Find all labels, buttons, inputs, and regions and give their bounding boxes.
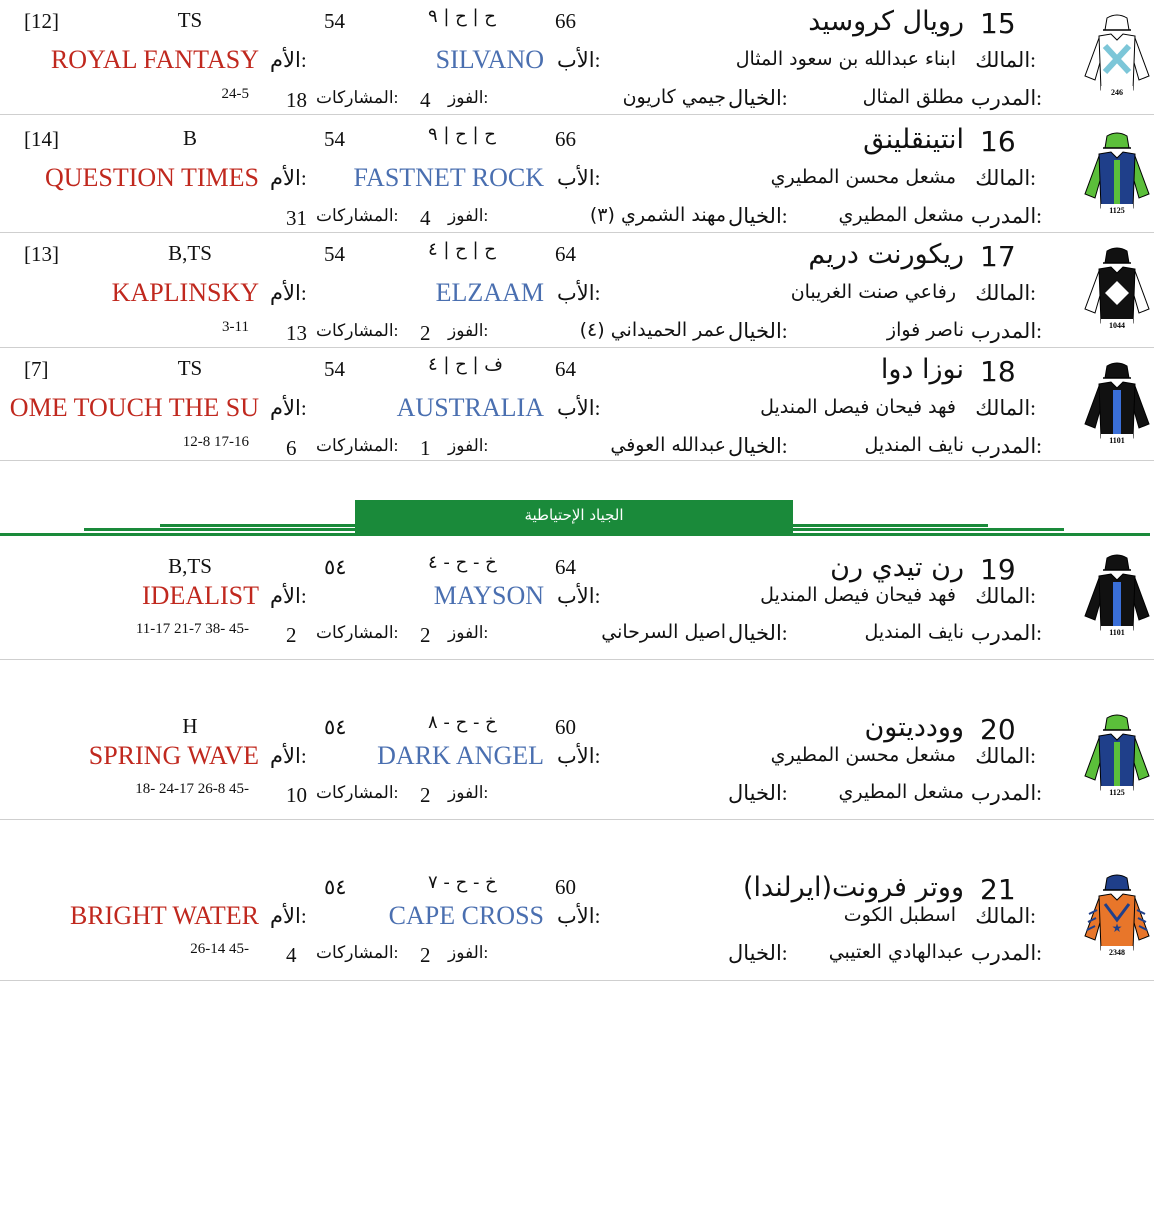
rating: 66 xyxy=(555,127,576,151)
jockey-label: الخيال: xyxy=(728,621,788,645)
dam-label: الأم: xyxy=(270,744,307,768)
wins-count: 4 xyxy=(420,206,431,230)
wins-count: 1 xyxy=(420,436,431,460)
starts-label: المشاركات: xyxy=(316,88,399,107)
svg-text:1101: 1101 xyxy=(1109,628,1125,637)
entry-divider xyxy=(0,659,1154,660)
trainer-name: مشعل المطيري xyxy=(838,204,964,226)
jockey-silk-icon xyxy=(1083,247,1151,331)
owner-label: المالك: xyxy=(975,48,1036,72)
recent-results: 26-14 45- xyxy=(190,941,249,957)
weight: ٥٤ xyxy=(324,555,347,579)
trainer-name: نايف المنديل xyxy=(864,621,964,643)
weight: 54 xyxy=(324,357,345,381)
sire-label: الأب: xyxy=(557,584,601,608)
owner-name: رفاعي صنت الغريبان xyxy=(790,281,956,303)
rating: 66 xyxy=(555,9,576,33)
dam-label: الأم: xyxy=(270,48,307,72)
owner-label: المالك: xyxy=(975,281,1036,305)
wins-label: الفوز: xyxy=(448,321,489,340)
sire-label: الأب: xyxy=(557,396,601,420)
entry-divider xyxy=(0,460,1154,461)
horse-name: رن تيدي رن xyxy=(830,552,964,583)
jockey-label: الخيال: xyxy=(728,319,788,343)
dam-name: BRIGHT WATER xyxy=(70,901,259,930)
svg-text:★: ★ xyxy=(1111,921,1123,935)
trainer-label: المدرب: xyxy=(970,434,1042,458)
rating: 60 xyxy=(555,875,576,899)
trainer-label: المدرب: xyxy=(970,204,1042,228)
horse-entry xyxy=(0,118,1154,233)
dam-name: KAPLINSKY xyxy=(111,278,259,307)
draw: [12] xyxy=(24,9,59,33)
jockey-silk-icon xyxy=(1083,14,1151,98)
dam-label: الأم: xyxy=(270,281,307,305)
trainer-name: مشعل المطيري xyxy=(838,781,964,803)
svg-text:1125: 1125 xyxy=(1109,788,1125,797)
sire-name: MAYSON xyxy=(433,581,544,610)
jockey-silk xyxy=(1083,714,1151,798)
recent-results: 11-17 21-7 38- 45- xyxy=(135,621,249,637)
gear: TS xyxy=(177,8,203,32)
starts-label: المشاركات: xyxy=(316,321,399,340)
starts-count: 10 xyxy=(286,783,307,807)
gear: B,TS xyxy=(168,241,212,265)
trainer-name: نايف المنديل xyxy=(864,434,964,456)
form: ف | ح | ٤ xyxy=(428,354,503,375)
weight: 54 xyxy=(324,127,345,151)
trainer-name: عبدالهادي العتيبي xyxy=(828,941,964,963)
wins-label: الفوز: xyxy=(448,943,489,962)
wins-label: الفوز: xyxy=(448,623,489,642)
recent-results: 12-8 17-16 xyxy=(182,434,249,450)
draw: [7] xyxy=(24,357,49,381)
sire-name: CAPE CROSS xyxy=(388,901,544,930)
dam-label: الأم: xyxy=(270,904,307,928)
starts-count: 2 xyxy=(286,623,297,647)
form: خ - ح - ٨ xyxy=(428,712,497,733)
jockey-label: الخيال: xyxy=(728,434,788,458)
jockey-silk xyxy=(1083,247,1151,331)
jockey-name: جيمي كاريون xyxy=(622,86,726,108)
trainer-label: المدرب: xyxy=(970,781,1042,805)
wins-label: الفوز: xyxy=(448,783,489,802)
form: ح | ح | ٤ xyxy=(428,239,496,260)
starts-label: المشاركات: xyxy=(316,206,399,225)
horse-name: انتينقلينق xyxy=(863,124,964,155)
owner-name: فهد فيحان فيصل المنديل xyxy=(760,396,956,418)
rating: 64 xyxy=(555,555,576,579)
starts-label: المشاركات: xyxy=(316,943,399,962)
form: خ - ح - ٧ xyxy=(428,872,497,893)
gear: H xyxy=(182,714,198,738)
recent-results: 24-5 xyxy=(221,86,249,102)
horse-name: وودديتون xyxy=(864,712,964,743)
jockey-silk xyxy=(1083,362,1151,446)
dam-name: ROYAL FANTASY xyxy=(50,45,259,74)
owner-label: المالك: xyxy=(975,396,1036,420)
jockey-label: الخيال: xyxy=(728,941,788,965)
horse-name: نوزا دوا xyxy=(880,354,964,385)
jockey-silk xyxy=(1083,14,1151,98)
dam-label: الأم: xyxy=(270,396,307,420)
sire-label: الأب: xyxy=(557,744,601,768)
wins-count: 4 xyxy=(420,88,431,112)
svg-text:246: 246 xyxy=(1111,88,1123,97)
rating: 60 xyxy=(555,715,576,739)
owner-name: مشعل محسن المطيري xyxy=(770,166,956,188)
horse-entry xyxy=(0,0,1154,115)
horse-name: ريكورنت دريم xyxy=(808,239,964,270)
wins-count: 2 xyxy=(420,321,431,345)
sire-name: ELZAAM xyxy=(435,278,544,307)
sire-name: FASTNET ROCK xyxy=(353,163,544,192)
jockey-silk-icon xyxy=(1083,874,1151,958)
starts-count: 31 xyxy=(286,206,307,230)
starts-label: المشاركات: xyxy=(316,783,399,802)
svg-text:1101: 1101 xyxy=(1109,436,1125,445)
dam-name: IDEALIST xyxy=(142,581,259,610)
svg-text:1125: 1125 xyxy=(1109,206,1125,215)
jockey-silk xyxy=(1083,132,1151,216)
jockey-silk xyxy=(1083,554,1151,638)
horse-number: 21 xyxy=(980,873,1016,906)
svg-text:2348: 2348 xyxy=(1109,948,1125,957)
weight: ٥٤ xyxy=(324,715,347,739)
trainer-name: ناصر فواز xyxy=(886,319,964,341)
sire-label: الأب: xyxy=(557,904,601,928)
sire-label: الأب: xyxy=(557,48,601,72)
owner-name: فهد فيحان فيصل المنديل xyxy=(760,584,956,606)
owner-name: اسطبل الكوت xyxy=(843,904,956,926)
form: ح | ح | ٩ xyxy=(428,124,496,145)
owner-name: ابناء عبدالله بن سعود المثال xyxy=(735,48,956,70)
sire-name: SILVANO xyxy=(435,45,544,74)
recent-results: 3-11 xyxy=(222,319,249,335)
trainer-name: مطلق المثال xyxy=(862,86,964,108)
horse-entry xyxy=(0,233,1154,348)
horse-number: 17 xyxy=(980,240,1016,273)
wins-count: 2 xyxy=(420,943,431,967)
jockey-label: الخيال: xyxy=(728,86,788,110)
rating: 64 xyxy=(555,242,576,266)
owner-label: المالك: xyxy=(975,744,1036,768)
owner-name: مشعل محسن المطيري xyxy=(770,744,956,766)
wins-label: الفوز: xyxy=(448,206,489,225)
entry-divider xyxy=(0,819,1154,820)
horse-name: ووتر فرونت(ايرلندا) xyxy=(743,872,964,903)
sire-name: DARK ANGEL xyxy=(377,741,544,770)
horse-number: 16 xyxy=(980,125,1016,158)
form: ح | ح | ٩ xyxy=(428,6,496,27)
jockey-name: عبدالله العوفي xyxy=(610,434,726,456)
horse-number: 19 xyxy=(980,553,1016,586)
wins-count: 2 xyxy=(420,783,431,807)
entry-divider xyxy=(0,980,1154,981)
dam-label: الأم: xyxy=(270,166,307,190)
jockey-name: عمر الحميداني (٤) xyxy=(579,319,726,341)
owner-label: المالك: xyxy=(975,904,1036,928)
sire-label: الأب: xyxy=(557,281,601,305)
dam-name: OME TOUCH THE SU xyxy=(9,393,259,422)
owner-label: المالك: xyxy=(975,584,1036,608)
jockey-silk xyxy=(1083,874,1151,958)
horse-entry xyxy=(0,700,1154,820)
gear: B xyxy=(182,126,197,150)
starts-label: المشاركات: xyxy=(316,623,399,642)
jockey-label: الخيال: xyxy=(728,781,788,805)
dam-name: QUESTION TIMES xyxy=(44,163,259,192)
entry-divider xyxy=(0,114,1154,115)
gear: TS xyxy=(177,356,203,380)
draw: [14] xyxy=(24,127,59,151)
jockey-silk-icon xyxy=(1083,132,1151,216)
horse-name: رويال كروسيد xyxy=(808,6,964,37)
sire-label: الأب: xyxy=(557,166,601,190)
jockey-silk-icon xyxy=(1083,554,1151,638)
starts-count: 18 xyxy=(286,88,307,112)
jockey-name: مهند الشمري (٣) xyxy=(589,204,726,226)
wins-label: الفوز: xyxy=(448,436,489,455)
jockey-silk-icon xyxy=(1083,714,1151,798)
horse-entry xyxy=(0,540,1154,660)
weight: 54 xyxy=(324,9,345,33)
starts-count: 4 xyxy=(286,943,297,967)
rating: 64 xyxy=(555,357,576,381)
starts-count: 13 xyxy=(286,321,307,345)
trainer-label: المدرب: xyxy=(970,621,1042,645)
sire-name: AUSTRALIA xyxy=(396,393,544,422)
jockey-label: الخيال: xyxy=(728,204,788,228)
trainer-label: المدرب: xyxy=(970,86,1042,110)
wins-count: 2 xyxy=(420,623,431,647)
starts-count: 6 xyxy=(286,436,297,460)
trainer-label: المدرب: xyxy=(970,319,1042,343)
horse-number: 20 xyxy=(980,713,1016,746)
horse-number: 18 xyxy=(980,355,1016,388)
gear: B,TS xyxy=(168,554,212,578)
weight: 54 xyxy=(324,242,345,266)
dam-name: SPRING WAVE xyxy=(88,741,259,770)
horse-entry xyxy=(0,348,1154,461)
jockey-name: اصيل السرحاني xyxy=(601,621,726,643)
wins-label: الفوز: xyxy=(448,88,489,107)
trainer-label: المدرب: xyxy=(970,941,1042,965)
weight: ٥٤ xyxy=(324,875,347,899)
jockey-silk-icon xyxy=(1083,362,1151,446)
horse-entry xyxy=(0,860,1154,981)
form: خ - ح - ٤ xyxy=(428,552,497,573)
horse-number: 15 xyxy=(980,7,1016,40)
svg-text:1044: 1044 xyxy=(1109,321,1125,330)
owner-label: المالك: xyxy=(975,166,1036,190)
recent-results: 18- 24-17 26-8 45- xyxy=(135,781,249,797)
starts-label: المشاركات: xyxy=(316,436,399,455)
dam-label: الأم: xyxy=(270,584,307,608)
reserve-horses-banner: الجياد الإحتياطية xyxy=(355,500,793,536)
draw: [13] xyxy=(24,242,59,266)
